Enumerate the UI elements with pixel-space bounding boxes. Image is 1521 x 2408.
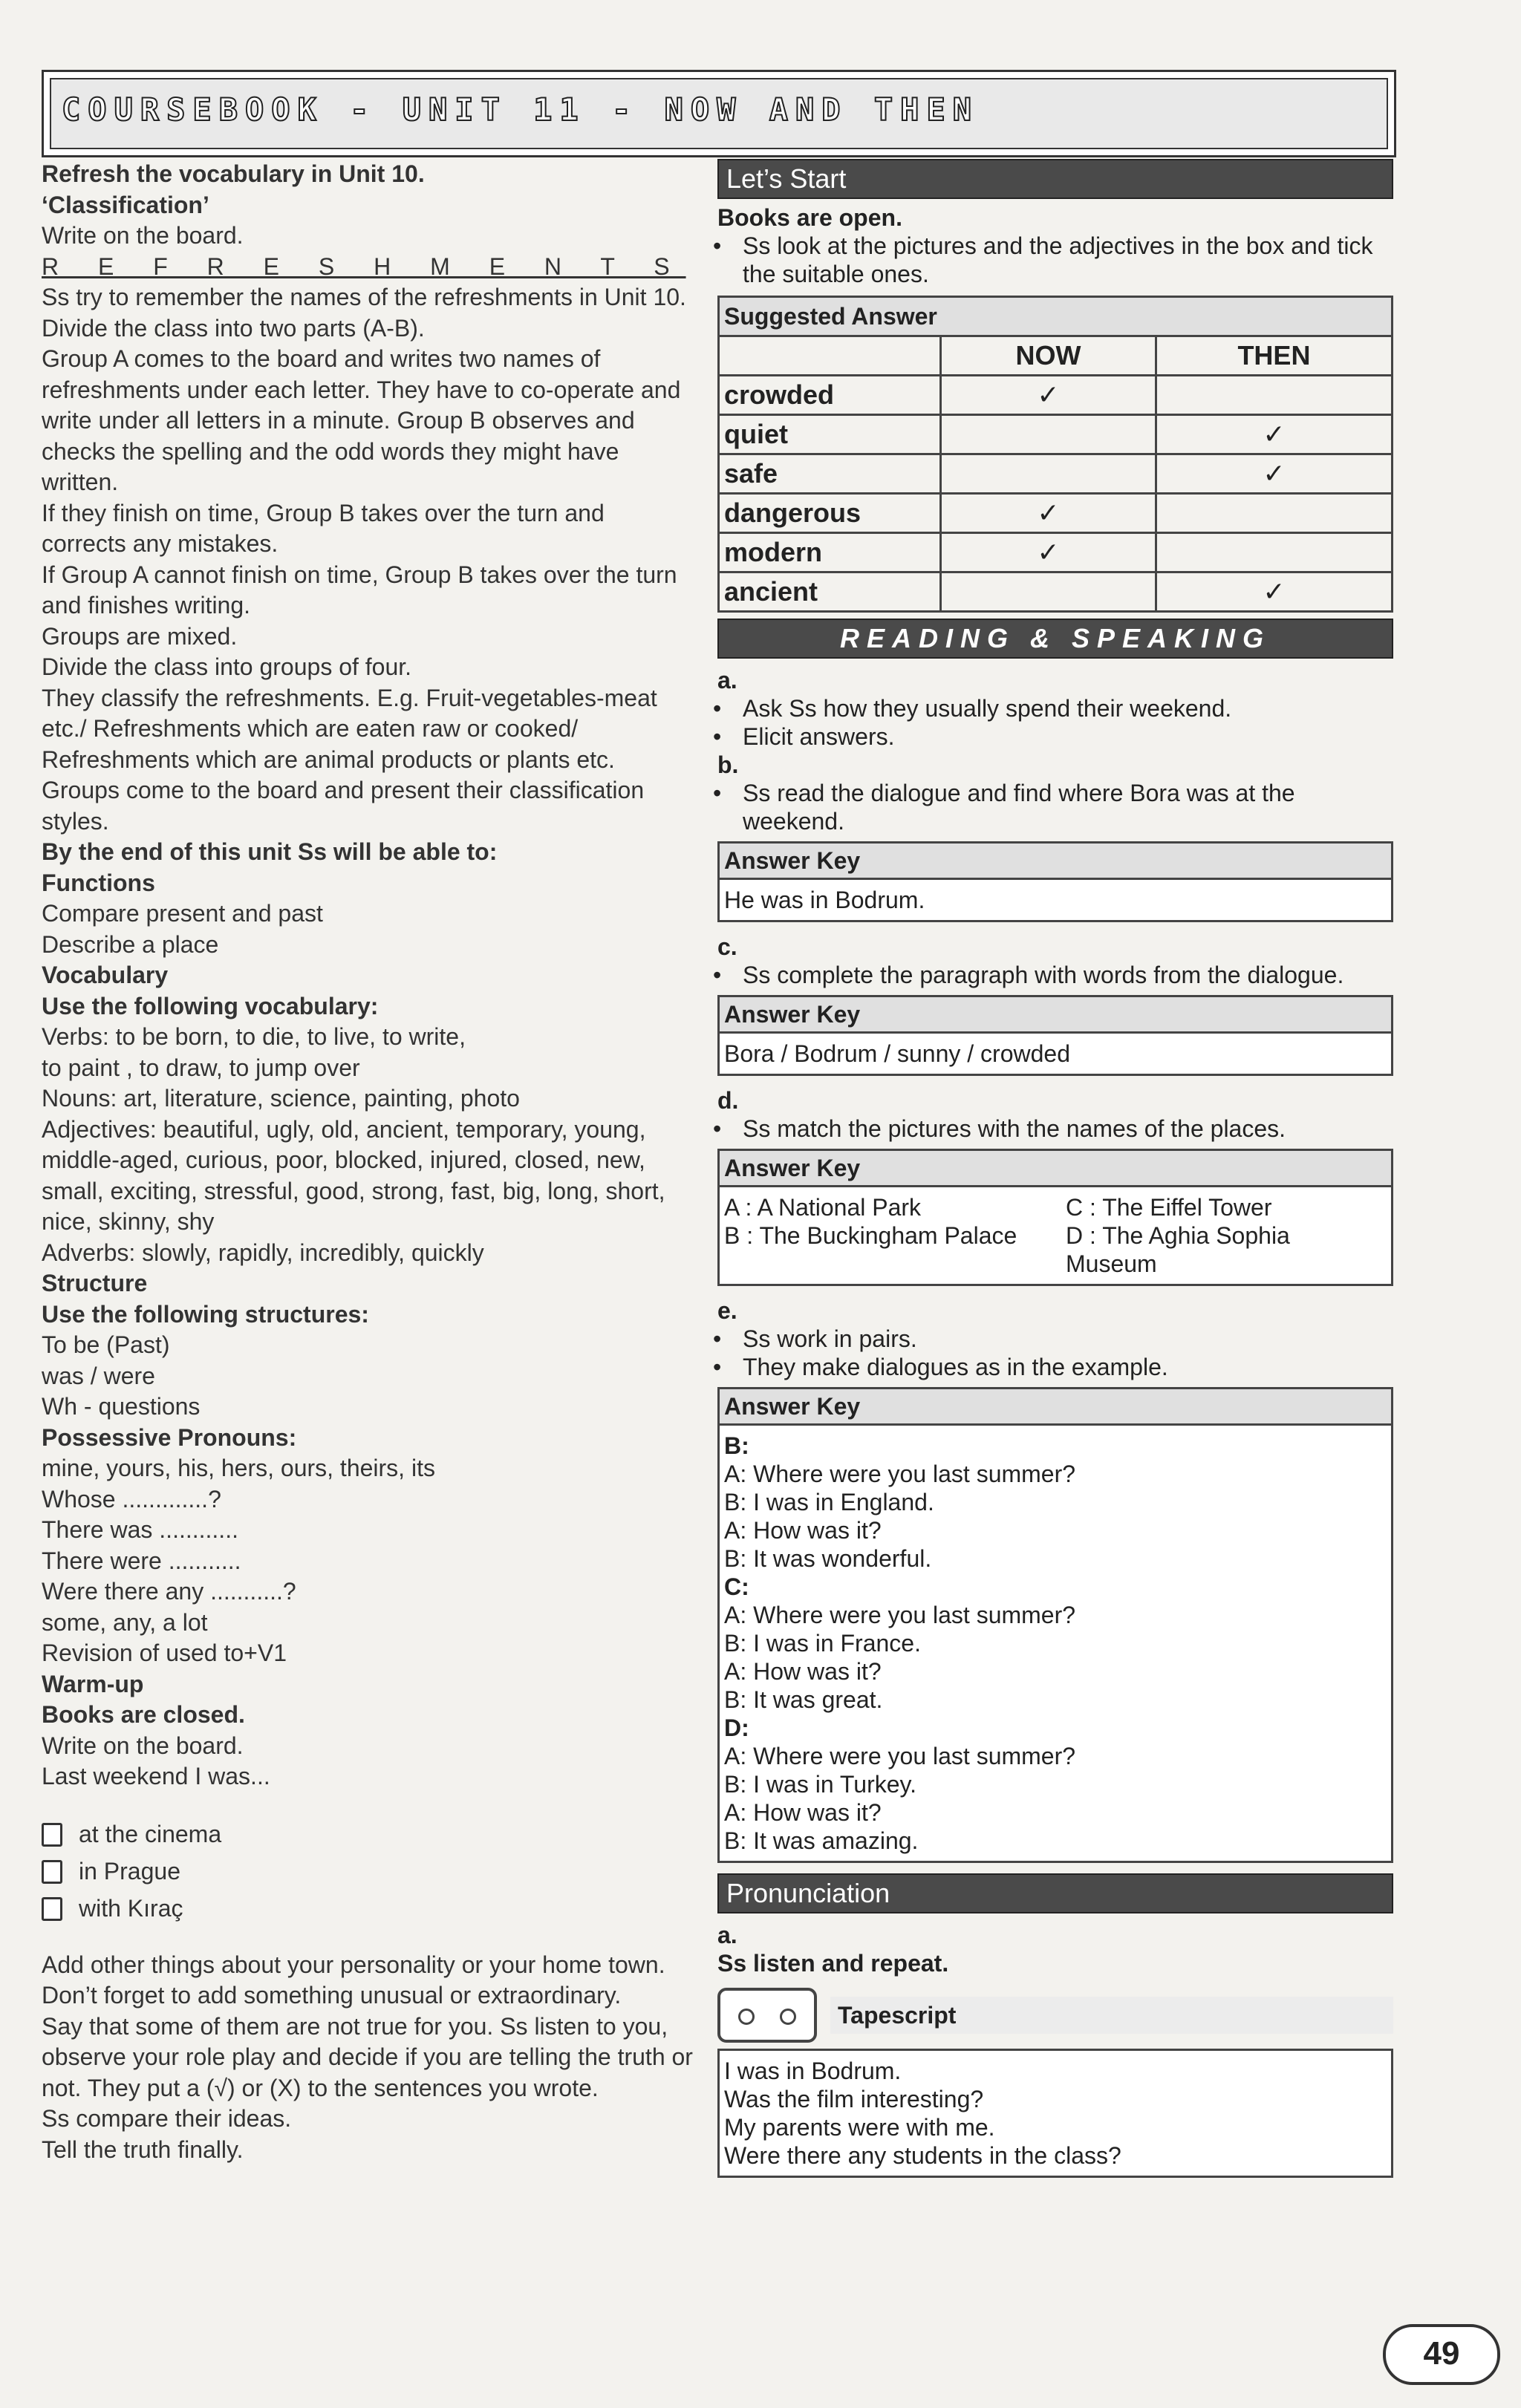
checkbox-icon <box>42 1897 62 1921</box>
adjective-cell: quiet <box>719 415 941 454</box>
left-text-line: Use the following structures: <box>42 1300 369 1328</box>
left-text-line: to paint , to draw, to jump over <box>42 1054 360 1081</box>
dialogue-line: B: I was in England. <box>724 1489 934 1515</box>
left-text-line: Adverbs: slowly, rapidly, incredibly, quickly <box>42 1239 484 1266</box>
table-row <box>719 376 1393 415</box>
section-d-label: d. <box>717 1087 739 1114</box>
left-text-line: If they finish on time, Group B takes over the turn and corrects any mistakes. <box>42 499 605 557</box>
table-row <box>719 533 1393 572</box>
adjective-cell: safe <box>719 454 941 494</box>
warmup-choice <box>42 1816 695 1853</box>
answer-key-c-text: Bora / Bodrum / sunny / crowded <box>720 1034 1391 1074</box>
warmup-choice <box>42 1890 695 1928</box>
pron-a-text: Ss listen and repeat. <box>717 1950 949 1977</box>
unit-title: COURSEBOOK - UNIT 11 - NOW AND THEN <box>62 91 980 128</box>
tapescript-label: Tapescript <box>830 1997 1393 2034</box>
left-text-line: Refresh the vocabulary in Unit 10. <box>42 160 425 187</box>
col-now: NOW <box>941 336 1156 376</box>
section-c-label: c. <box>717 933 737 960</box>
left-text-line: Last weekend I was... <box>42 1763 270 1789</box>
left-text-line: Books are closed. <box>42 1701 245 1728</box>
left-after <box>42 1950 695 2166</box>
dialogue-line: B: It was wonderful. <box>724 1545 932 1572</box>
answer-key-c <box>717 995 1393 1076</box>
left-text-line: Groups are mixed. <box>42 622 238 650</box>
left-text-line: ‘Classification’ <box>42 191 209 218</box>
suggested-answer-title: Suggested Answer <box>719 297 1393 336</box>
tapescript-lines <box>720 2051 1391 2176</box>
left-text-line: Verbs: to be born, to die, to live, to write, <box>42 1023 466 1050</box>
dialogue-line: B: It was amazing. <box>724 1827 919 1854</box>
answer-key-title: Answer Key <box>720 1389 1391 1426</box>
tapescript-heading <box>717 1988 1393 2043</box>
left-text-line: Tell the truth finally. <box>42 2135 244 2163</box>
left-text-line: Vocabulary <box>42 962 169 988</box>
dialogue-line: A: Where were you last summer? <box>724 1602 1076 1628</box>
right-column <box>717 159 1393 2188</box>
left-text-line: There were ........... <box>42 1547 241 1574</box>
left-text-line: Add other things about your personality or your home town. Don’t forget to add something unusual or extraordinary. <box>42 1951 665 2009</box>
books-open-label: Books are open. <box>717 204 902 231</box>
then-cell <box>1156 376 1392 415</box>
section-c-bullet: • Ss complete the paragraph with words from the dialogue. <box>717 961 1393 989</box>
answer-key-e-dialogues <box>720 1426 1391 1861</box>
unit-header-inner <box>50 78 1388 149</box>
answer-key-title: Answer Key <box>720 844 1391 880</box>
warmup-choice-label: with Kıraç <box>79 1894 183 1922</box>
tapescript-line: Were there any students in the class? <box>724 2142 1121 2169</box>
left-text-line: If Group A cannot finish on time, Group B takes over the turn and finishes writing. <box>42 561 677 619</box>
col-then: THEN <box>1156 336 1392 376</box>
left-text-line: R E F R E S H M E N T S <box>42 252 686 280</box>
adjective-cell: modern <box>719 533 941 572</box>
then-cell <box>1156 533 1392 572</box>
reading-speaking-banner: READING & SPEAKING <box>717 619 1393 659</box>
section-e-bullet-2: • They make dialogues as in the example. <box>717 1353 1393 1381</box>
then-cell: ✓ <box>1156 415 1392 454</box>
left-text-line: Were there any ...........? <box>42 1578 296 1605</box>
answer-key-e <box>717 1387 1393 1863</box>
answer-key-title: Answer Key <box>720 1151 1391 1187</box>
left-text-line: Revision of used to+V1 <box>42 1639 287 1666</box>
now-cell: ✓ <box>941 494 1156 533</box>
table-row <box>719 494 1393 533</box>
answer-key-b <box>717 841 1393 922</box>
left-lines <box>42 159 695 1792</box>
dialogue-line: A: How was it? <box>724 1658 882 1685</box>
left-text-line: Divide the class into groups of four. <box>42 653 412 680</box>
section-a-bullet-1: • Ask Ss how they usually spend their weekend. <box>717 694 1393 722</box>
answer-key-d-pairs <box>720 1187 1391 1284</box>
section-b-label: b. <box>717 751 739 778</box>
answer-key-b-text: He was in Bodrum. <box>720 880 1391 920</box>
section-e-label: e. <box>717 1297 737 1324</box>
dialogue-line: B: <box>724 1432 749 1459</box>
lets-start-banner: Let’s Start <box>717 159 1393 199</box>
dialogue-line: A: Where were you last summer? <box>724 1461 1076 1487</box>
left-text-line: Whose .............? <box>42 1485 221 1513</box>
left-text-line: Ss compare their ideas. <box>42 2105 292 2132</box>
tapescript-line: Was the film interesting? <box>724 2086 984 2112</box>
left-text-line: Functions <box>42 869 155 896</box>
left-text-line: Use the following vocabulary: <box>42 992 379 1019</box>
tapescript-line: I was in Bodrum. <box>724 2058 902 2084</box>
cassette-icon <box>717 1988 817 2043</box>
pair-b: B : The Buckingham Palace <box>724 1222 1017 1249</box>
left-text-line: Describe a place <box>42 930 219 958</box>
left-text-line: Warm-up <box>42 1670 144 1697</box>
then-cell <box>1156 494 1392 533</box>
left-text-line: mine, yours, his, hers, ours, theirs, its <box>42 1455 435 1481</box>
left-text-line: Possessive Pronouns: <box>42 1423 297 1451</box>
adjective-cell: dangerous <box>719 494 941 533</box>
left-text-line: was / were <box>42 1362 155 1389</box>
pronunciation-banner: Pronunciation <box>717 1873 1393 1913</box>
warmup-choice-label: in Prague <box>79 1857 180 1885</box>
suggested-answer-table <box>717 296 1393 613</box>
left-text-line: Groups come to the board and present their classification styles. <box>42 777 645 835</box>
left-text-line: Nouns: art, literature, science, painting, photo <box>42 1085 520 1112</box>
warmup-choice <box>42 1853 695 1890</box>
checkbox-icon <box>42 1860 62 1884</box>
adjective-cell: ancient <box>719 572 941 612</box>
dialogue-line: B: I was in Turkey. <box>724 1771 917 1798</box>
left-text-line: To be (Past) <box>42 1331 170 1358</box>
pair-c: C : The Eiffel Tower <box>1066 1194 1272 1221</box>
left-text-line: Say that some of them are not true for you. Ss listen to you, observe your role play and decide if you are telling the truth or not. They put a (√) or (X) to the sentences you wrote. <box>42 2012 693 2101</box>
left-text-line: Adjectives: beautiful, ugly, old, ancient, temporary, young, middle-aged, curious, poor, blocked, injured, closed, new, small, exciting, stressful, good, strong, fast, big, long, short, nice, skinny, shy <box>42 1115 665 1235</box>
now-cell: ✓ <box>941 376 1156 415</box>
now-cell <box>941 454 1156 494</box>
left-text-line: Divide the class into two parts (A-B). <box>42 314 425 342</box>
table-row <box>719 454 1393 494</box>
dialogue-line: A: How was it? <box>724 1517 882 1544</box>
left-text-line: Structure <box>42 1270 148 1296</box>
pron-a-label: a. <box>717 1922 737 1948</box>
table-row <box>719 572 1393 612</box>
warmup-choices <box>42 1816 695 1928</box>
table-corner-cell <box>719 336 941 376</box>
section-e-bullet-1: • Ss work in pairs. <box>717 1325 1393 1353</box>
dialogue-line: B: It was great. <box>724 1686 883 1713</box>
section-a-bullet-2: • Elicit answers. <box>717 722 1393 751</box>
dialogue-line: D: <box>724 1714 749 1741</box>
left-text-line: Ss try to remember the names of the refreshments in Unit 10. <box>42 284 686 310</box>
table-row <box>719 415 1393 454</box>
section-a-label: a. <box>717 667 737 694</box>
pair-d: D : The Aghia Sophia Museum <box>1066 1222 1290 1277</box>
left-text-line: Write on the board. <box>42 1732 244 1759</box>
left-text-line: some, any, a lot <box>42 1608 208 1636</box>
left-text-line: Compare present and past <box>42 900 323 927</box>
page-number: 49 <box>1383 2324 1500 2385</box>
left-text-line: By the end of this unit Ss will be able to: <box>42 838 498 865</box>
left-text-line: There was ............ <box>42 1516 238 1543</box>
now-cell <box>941 415 1156 454</box>
dialogue-line: A: Where were you last summer? <box>724 1743 1076 1769</box>
lets-start-bullet: • Ss look at the pictures and the adjectives in the box and tick the suitable ones. <box>717 232 1393 288</box>
left-text-line: Write on the board. <box>42 222 244 249</box>
section-b-bullet: • Ss read the dialogue and find where Bora was at the weekend. <box>717 779 1393 835</box>
left-text-line: Wh - questions <box>42 1393 201 1420</box>
pair-a: A : A National Park <box>724 1194 922 1221</box>
dialogue-line: A: How was it? <box>724 1799 882 1826</box>
then-cell: ✓ <box>1156 572 1392 612</box>
tapescript-box <box>717 2049 1393 2178</box>
dialogue-line: B: I was in France. <box>724 1630 921 1657</box>
left-column <box>42 159 695 2165</box>
answer-key-title: Answer Key <box>720 997 1391 1034</box>
unit-header <box>42 70 1396 157</box>
now-cell: ✓ <box>941 533 1156 572</box>
left-text-line: Group A comes to the board and writes two names of refreshments under each letter. They have to co-operate and write under all letters in a minute. Group B observes and checks the spelling and the odd words they might have written. <box>42 345 681 495</box>
dialogue-line: C: <box>724 1573 749 1600</box>
answer-key-d <box>717 1149 1393 1286</box>
left-text-line: They classify the refreshments. E.g. Fruit-vegetables-meat etc./ Refreshments which are eaten raw or cooked/ Refreshments which are animal products or plants etc. <box>42 684 657 773</box>
checkbox-icon <box>42 1823 62 1847</box>
adjective-cell: crowded <box>719 376 941 415</box>
warmup-choice-label: at the cinema <box>79 1820 222 1847</box>
section-d-bullet: • Ss match the pictures with the names of the places. <box>717 1115 1393 1143</box>
now-cell <box>941 572 1156 612</box>
tapescript-line: My parents were with me. <box>724 2114 995 2141</box>
then-cell: ✓ <box>1156 454 1392 494</box>
